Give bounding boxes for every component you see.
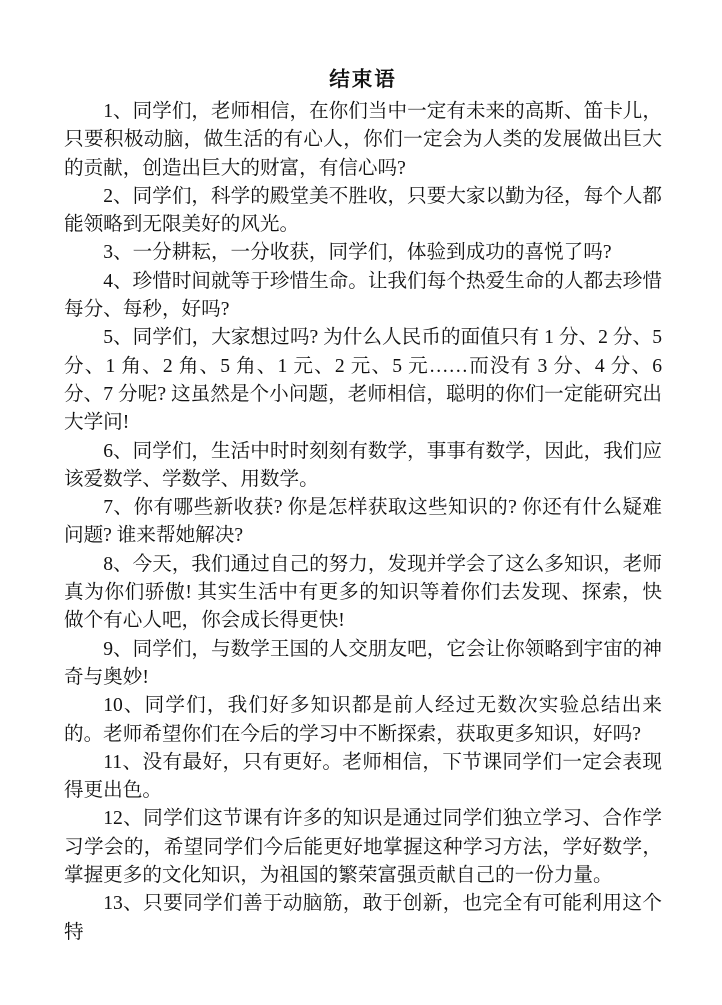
paragraph-3: 3、一分耕耘，一分收获，同学们，体验到成功的喜悦了吗? [103, 242, 612, 264]
paragraph-1: 1、同学们，老师相信，在你们当中一定有未来的高斯、笛卡儿，只要积极动脑，做生活的有心人，你们一定会为人类的发展做出巨大的贡献，创造出巨大的财富，有信心吗? [64, 101, 662, 179]
paragraph-4: 4、珍惜时间就等于珍惜生命。让我们每个热爱生命的人都去珍惜每分、每秒，好吗? [64, 270, 662, 321]
paragraph-2: 2、同学们，科学的殿堂美不胜收，只要大家以勤为径，每个人都能领略到无限美好的风光。 [64, 185, 662, 236]
paragraph-8: 8、今天，我们通过自己的努力，发现并学会了这么多知识，老师真为你们骄傲! 其实生活中有更多的知识等着你们去发现、探索，快做个有心人吧，你会成长得更快! [64, 553, 662, 632]
paragraph-7: 7、你有哪些新收获? 你是怎样获取这些知识的? 你还有什么疑难问题? 谁来帮她解决? [64, 497, 662, 547]
paragraph-5: 5、同学们，大家想过吗? 为什么人民币的面值只有 1 分、2 分、5 分、1 角、2 角、5 角、1 元、2 元、5 元……而没有 3 分、4 分、6 分、7 分呢? 这虽然是个小问题，老师相信，聪明的你们一定能研究出大学问! [64, 327, 662, 434]
page-title: 结束语 [329, 69, 397, 91]
paragraph-13: 13、只要同学们善于动脑筋，敢于创新，也完全有可能利用这个特 [64, 893, 662, 943]
paragraph-11: 11、没有最好，只有更好。老师相信，下节课同学们一定会表现得更出色。 [64, 751, 662, 802]
paragraph-9: 9、同学们，与数学王国的人交朋友吧，它会让你领略到宇宙的神奇与奥妙! [64, 638, 662, 688]
paragraph-12: 12、同学们这节课有许多的知识是通过同学们独立学习、合作学习学会的，希望同学们今后能更好地掌握这种学习方法，学好数学，掌握更多的文化知识，为祖国的繁荣富强贡献自己的一份力量。 [64, 808, 662, 887]
paragraph-10: 10、同学们，我们好多知识都是前人经过无数次实验总结出来的。老师希望你们在今后的学习中不断探索，获取更多知识，好吗? [64, 695, 662, 745]
paragraph-6: 6、同学们，生活中时时刻刻有数学，事事有数学，因此，我们应该爱数学、学数学、用数学。 [64, 440, 662, 490]
